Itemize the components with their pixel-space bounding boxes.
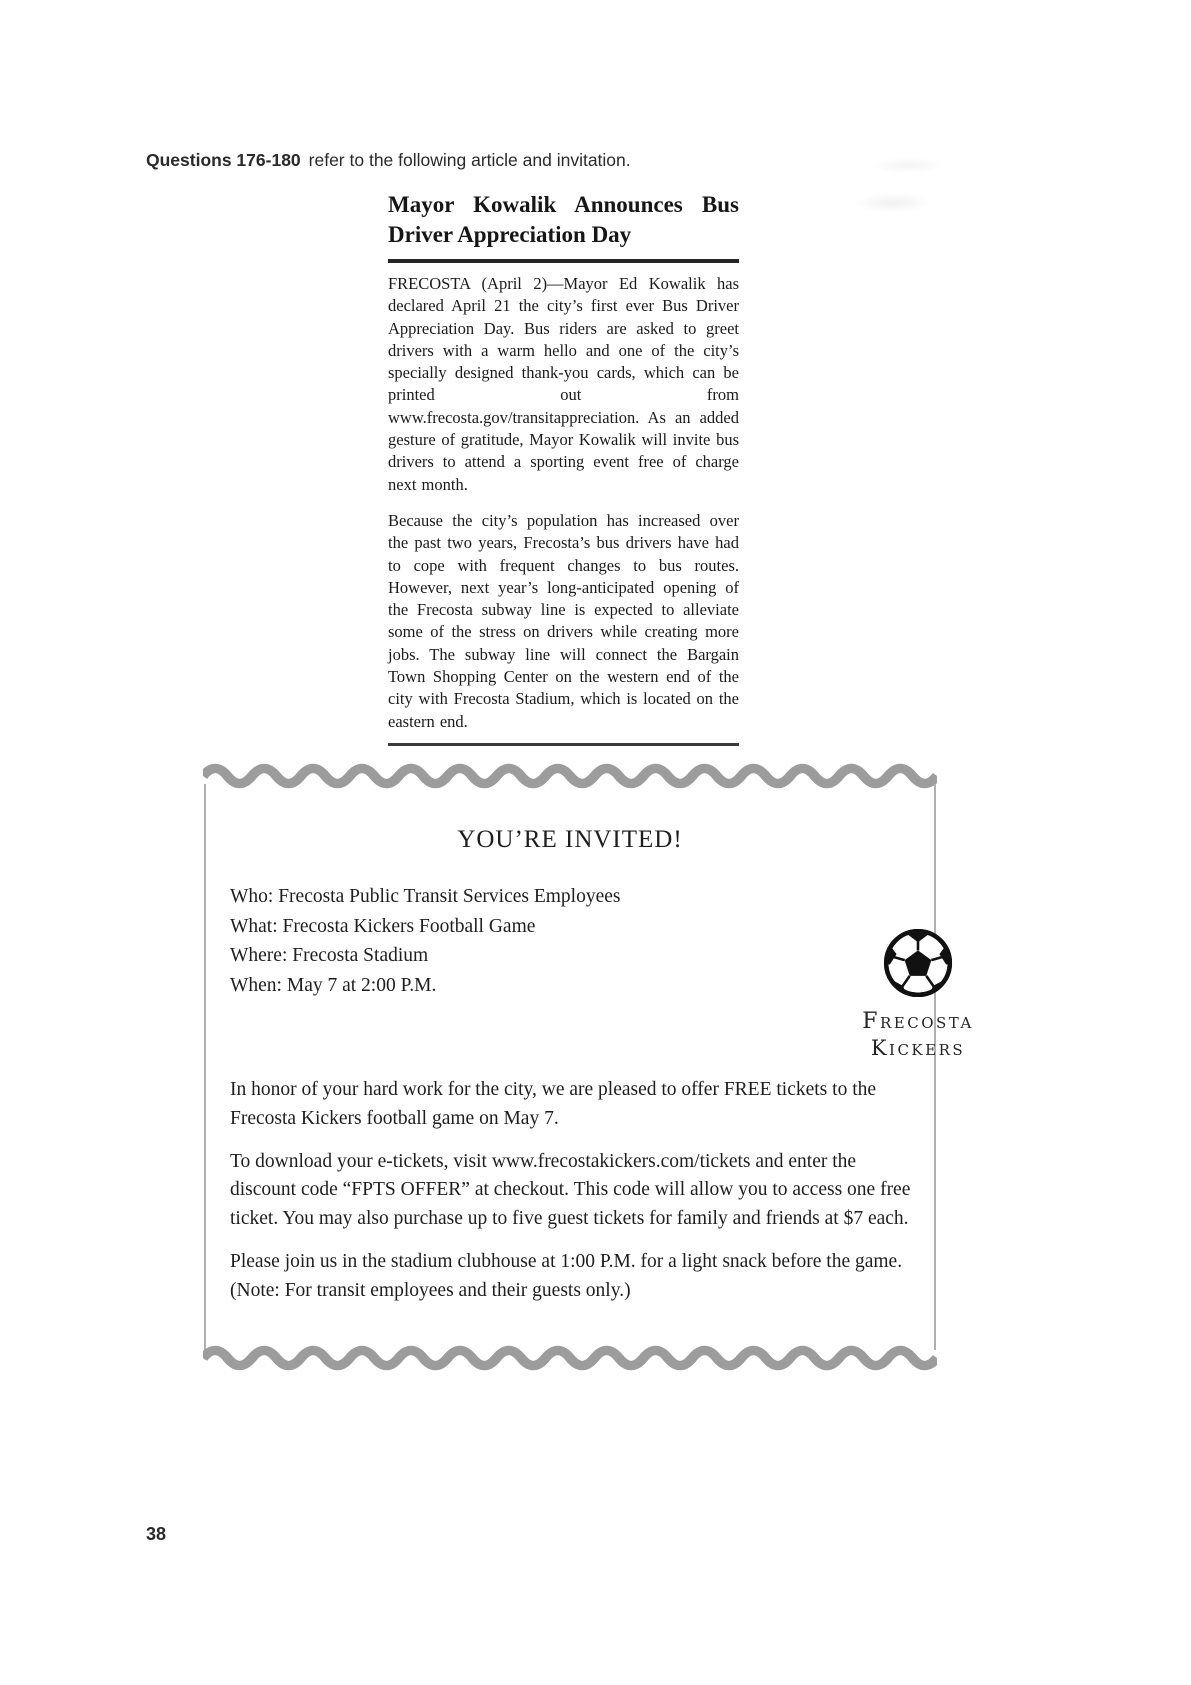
questions-range: Questions 176-180 <box>146 150 301 170</box>
questions-header <box>146 150 631 171</box>
invitation-right-border <box>934 784 936 1350</box>
wavy-border-top <box>203 760 937 792</box>
invitation-body <box>230 1076 916 1320</box>
article-bottom-rule <box>388 743 739 746</box>
article-paragraph: FRECOSTA (April 2)—Mayor Ed Kowalik has declared April 21 the city’s first ever Bus Driver Appreciation Day. Bus riders are asked to greet drivers with a warm hello and one of the city’s specially designed thank-you cards, which can be printed out from www.frecosta.gov/transitappreciation. As an added gesture of gratitude, Mayor Kowalik will invite bus drivers to attend a sporting event free of charge next month. <box>388 274 739 494</box>
detail-where: Where: Frecosta Stadium <box>230 945 429 966</box>
page-number: 38 <box>146 1524 167 1544</box>
invitation-heading: YOU’RE INVITED! <box>457 826 683 853</box>
questions-instruction: refer to the following article and invitation. <box>308 150 631 170</box>
team-name-line2: Kickers <box>870 1036 966 1060</box>
team-name-line1: Frecosta <box>862 1009 974 1034</box>
invitation-paragraph: Please join us in the stadium clubhouse at 1:00 P.M. for a light snack before the game. (Note: For transit employees and their guests only.) <box>230 1250 903 1301</box>
invitation-left-border <box>204 784 206 1350</box>
article-paragraph: Because the city’s population has increased over the past two years, Frecosta’s bus drivers have had to cope with frequent changes to bus routes. However, next year’s long-anticipated opening of the Frecosta subway line is expected to alleviate some of the stress on drivers while creating more jobs. The subway line will connect the Bargain Town Shopping Center on the western end of the city with Frecosta Stadium, which is located on the eastern end. <box>388 510 739 731</box>
team-logo <box>833 926 1003 1061</box>
invitation-details <box>230 882 621 1000</box>
soccer-ball-icon <box>881 926 955 1000</box>
news-article <box>388 190 739 746</box>
detail-who: Who: Frecosta Public Transit Services Employees <box>230 886 621 907</box>
scan-artifact <box>828 148 958 218</box>
article-top-rule <box>388 259 739 263</box>
wavy-border-bottom <box>203 1342 937 1374</box>
detail-what: What: Frecosta Kickers Football Game <box>230 915 536 937</box>
invitation-card <box>203 760 974 1374</box>
invitation-paragraph: To download your e-tickets, visit www.frecostakickers.com/tickets and enter the discount code “FPTS OFFER” at checkout. This code will allow you to access one free ticket. You may also purchase up to five guest tickets for family and friends at $7 each. <box>230 1150 911 1230</box>
invitation-paragraph: In honor of your hard work for the city, we are pleased to offer FREE tickets to the Frecosta Kickers football game on May 7. <box>230 1079 877 1129</box>
article-title: Mayor Kowalik Announces Bus Driver Appreciation Day <box>388 192 739 247</box>
detail-when: When: May 7 at 2:00 P.M. <box>230 974 437 996</box>
